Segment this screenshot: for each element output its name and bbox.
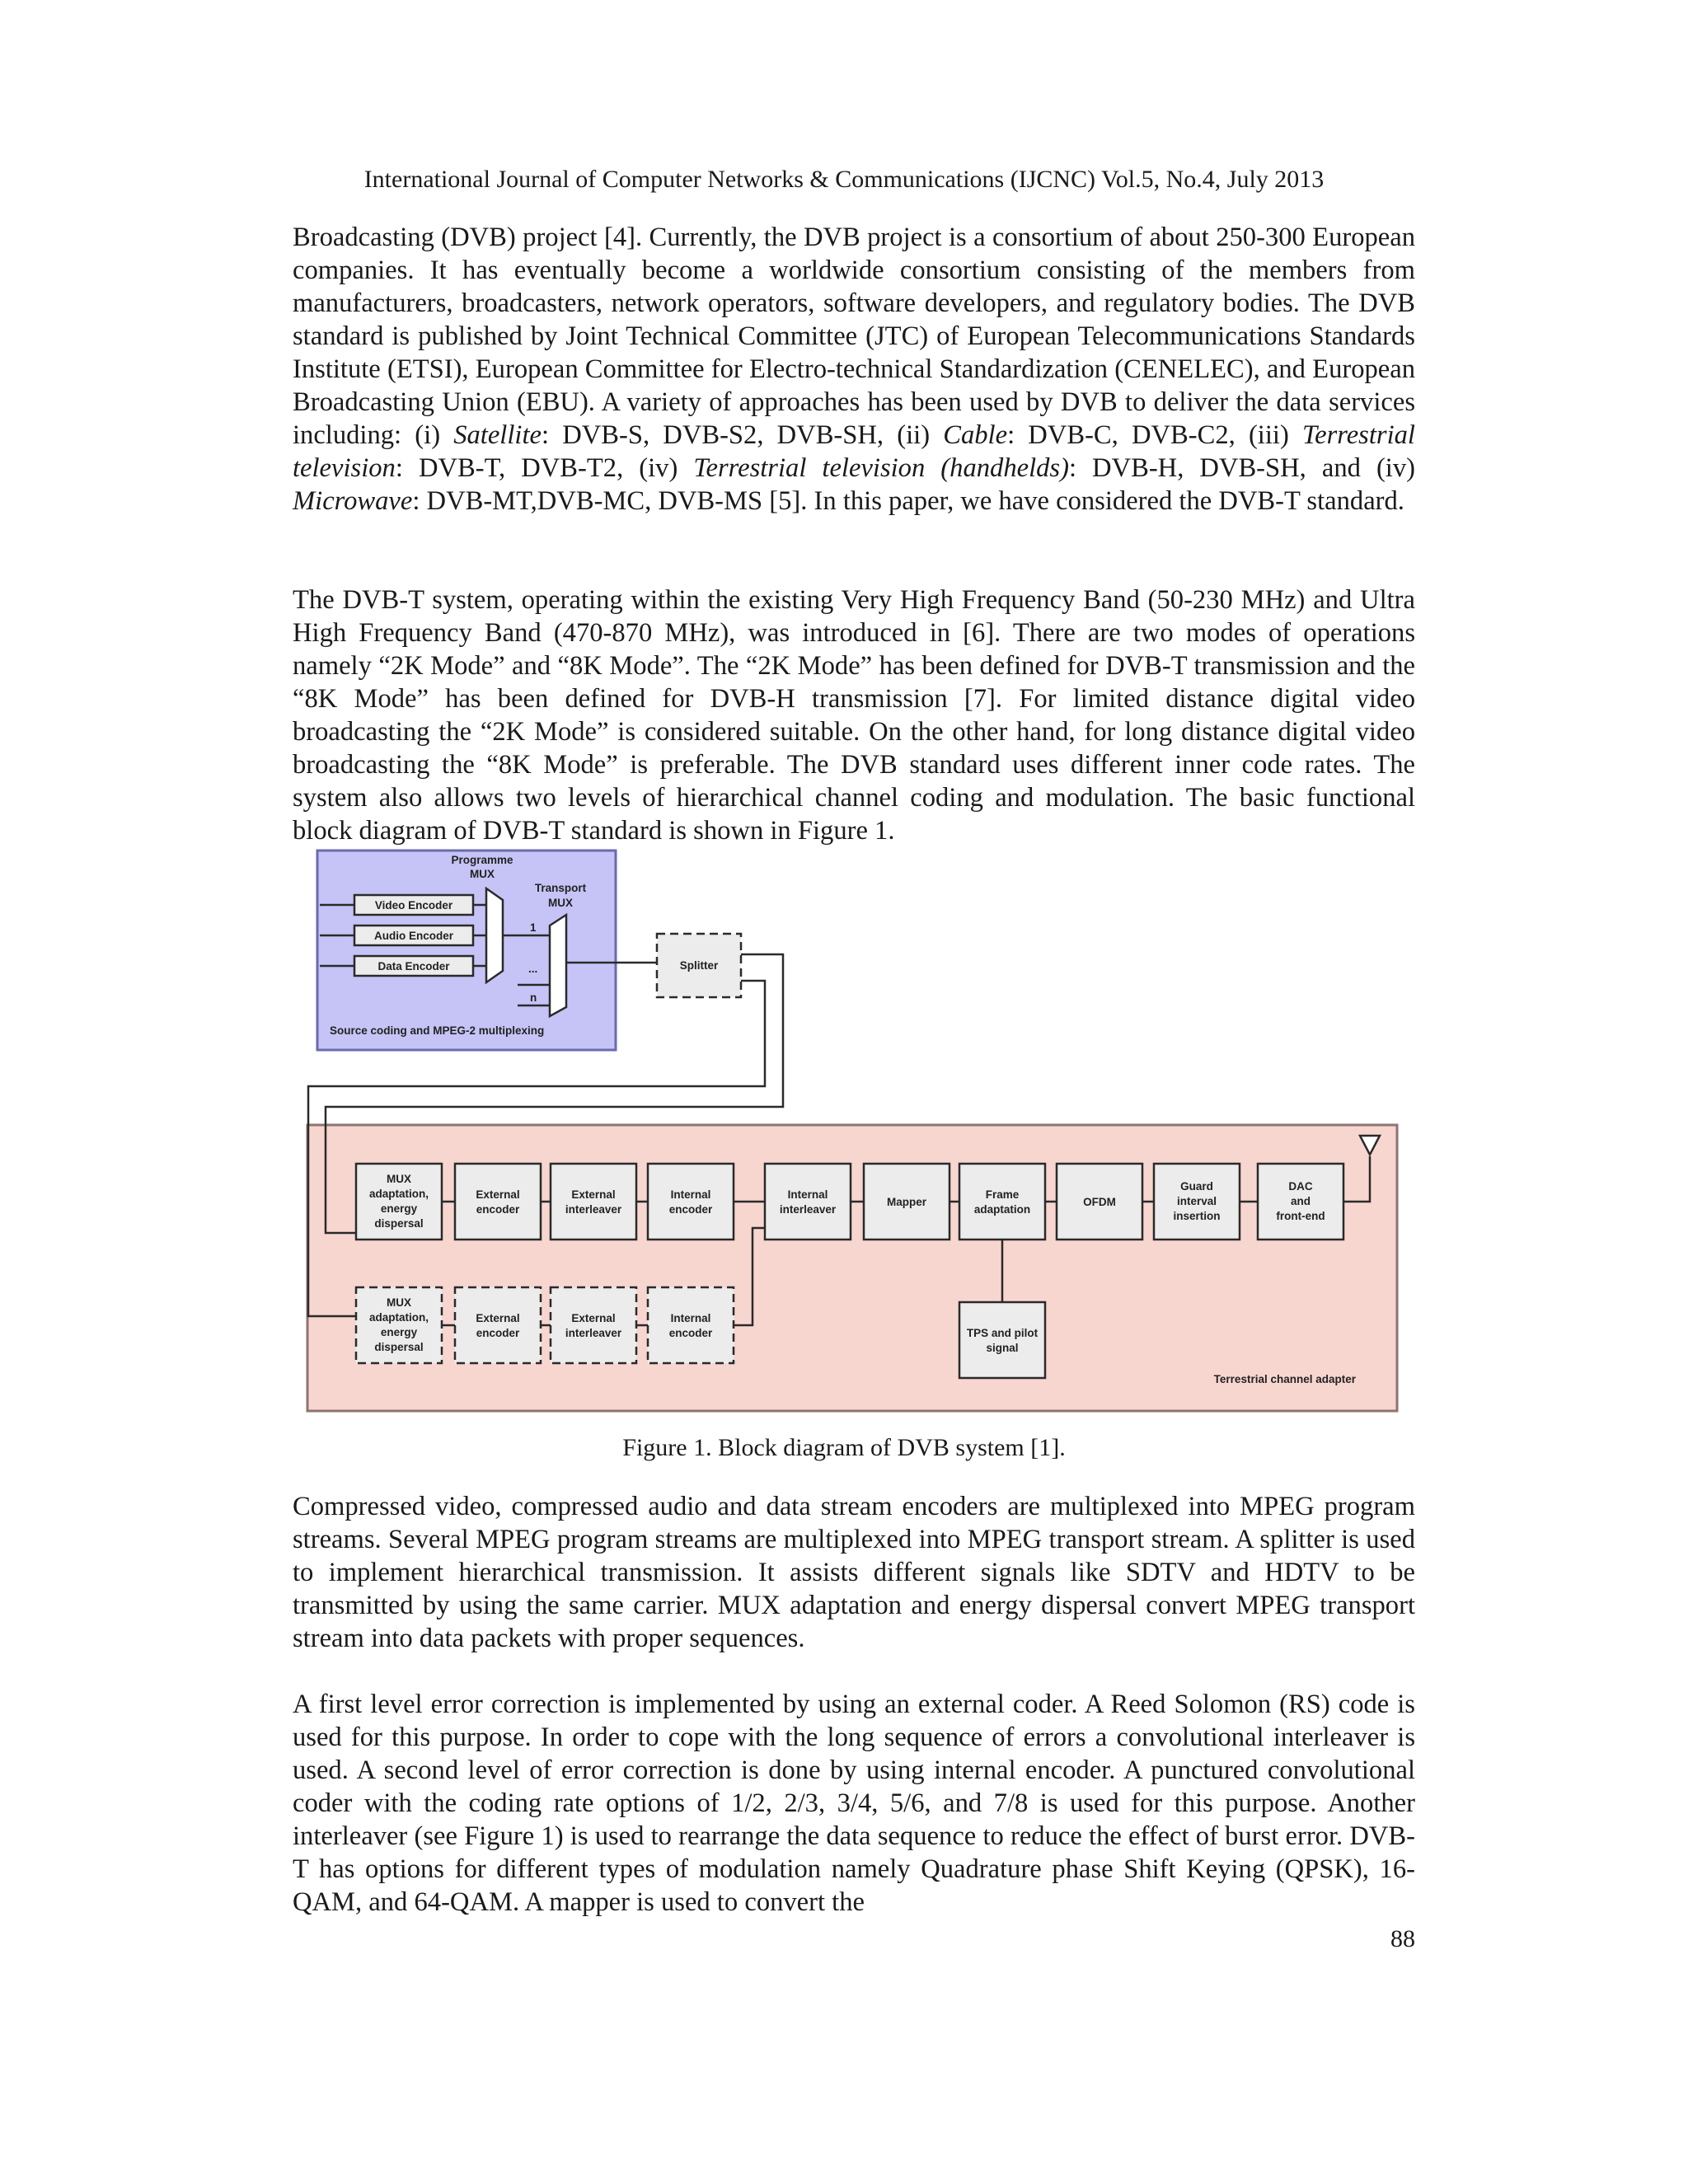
external-interleaver-block	[551, 1164, 636, 1240]
external-interleaver-label: External	[571, 1188, 616, 1201]
external-interleaver-label-2: External	[571, 1312, 616, 1324]
mux-adaptation-label-2: energy	[380, 1326, 418, 1338]
text-run: : DVB-MT,DVB-MC, DVB-MS [5]. In this paper, we have considered the DVB-T standard.	[412, 486, 1404, 516]
mux-input-1-label: 1	[530, 921, 537, 934]
paragraph-compressed-video	[293, 1490, 1415, 1655]
tps-pilot-block	[959, 1302, 1045, 1378]
programme-mux-shape	[486, 888, 503, 982]
programme-mux-label: MUX	[470, 868, 495, 880]
external-encoder-label: encoder	[476, 1203, 520, 1216]
transport-mux-shape	[550, 915, 566, 1016]
paragraph-text: The DVB-T system, operating within the existing Very High Frequency Band (50-230 MHz) and Ultra High Frequency Band (470-870 MHz), was introduced in [6]. There are two modes of operations namely “2K Mode” and “8K Mode”. The “2K Mode” has been defined for DVB-T transmission and the “8K Mode” has been defined for DVB-H transmission [7]. For limited distance digital video broadcasting the “2K Mode” is considered suitable. On the other hand, for long distance digital video broadcasting the “8K Mode” is preferable. The DVB standard uses different inner code rates. The system also allows two levels of hierarchical channel coding and modulation. The basic functional block diagram of DVB-T standard is shown in Figure 1.	[293, 585, 1415, 846]
external-encoder-block-2	[455, 1287, 541, 1363]
dac-label: DAC	[1288, 1180, 1313, 1193]
mux-adaptation-label: dispersal	[374, 1217, 424, 1230]
italic-terrestrial-handhelds: Terrestrial television (handhelds)	[693, 453, 1069, 483]
paragraph-error-correction	[293, 1688, 1415, 1919]
internal-encoder-label-2: encoder	[668, 1327, 713, 1339]
text-run: : DVB-H, DVB-SH, and (iv)	[1068, 453, 1415, 483]
mux-adaptation-label-2: adaptation,	[368, 1311, 429, 1324]
external-encoder-label-2: encoder	[476, 1327, 520, 1339]
mux-adaptation-label: energy	[380, 1202, 418, 1215]
text-run: Broadcasting (DVB) project [4]. Currently, the DVB project is a consortium of about 250-300 European companies. It has eventually become a worldwide consortium consisting of the members from manufacturers, broadcasters, network operators, software developers, and regulatory bodies. The DVB standard is published by Joint Technical Committee (JTC) of European Telecommunications Standards Institute (ETSI), European Committee for Electro-technical Standardization (CENELEC), and European Broadcasting Union (EBU). A variety of approaches has been used by DVB to deliver the data services including: (i)	[293, 223, 1415, 450]
internal-encoder-label-2: Internal	[670, 1312, 711, 1324]
dvb-block-diagram	[297, 841, 1401, 1422]
mux-adaptation-label-2: MUX	[387, 1296, 411, 1309]
internal-encoder-label: Internal	[670, 1188, 711, 1201]
mux-input-n-label: n	[530, 991, 537, 1004]
internal-interleaver-label: Internal	[787, 1188, 828, 1201]
video-encoder-label: Video Encoder	[374, 899, 453, 912]
italic-satellite: Satellite	[453, 420, 542, 450]
tps-pilot-label: signal	[986, 1342, 1019, 1354]
frame-adaptation-label: Frame	[985, 1188, 1020, 1201]
paragraph-dvb-t-system	[293, 583, 1415, 847]
source-coding-label: Source coding and MPEG-2 multiplexing	[330, 1024, 545, 1037]
splitter-label: Splitter	[679, 959, 719, 972]
external-interleaver-block-2	[551, 1287, 636, 1363]
frame-adaptation-label: adaptation	[973, 1203, 1031, 1216]
mux-adaptation-label: MUX	[387, 1173, 411, 1185]
external-encoder-label: External	[476, 1188, 520, 1201]
text-run: : DVB-S, DVB-S2, DVB-SH, (ii)	[541, 420, 944, 450]
mux-input-dots-label: ...	[528, 963, 538, 975]
internal-encoder-block-2	[648, 1287, 734, 1363]
external-interleaver-label: interleaver	[565, 1203, 622, 1216]
guard-interval-label: interval	[1176, 1195, 1217, 1207]
page-number: 88	[1390, 1925, 1415, 1952]
internal-interleaver-block	[765, 1164, 851, 1240]
external-interleaver-label-2: interleaver	[565, 1327, 622, 1339]
audio-encoder-label: Audio Encoder	[373, 930, 454, 942]
terrestrial-adapter-label: Terrestrial channel adapter	[1213, 1373, 1356, 1385]
tps-pilot-label: TPS and pilot	[966, 1327, 1039, 1339]
transport-mux-label: Transport	[534, 882, 587, 894]
journal-header: International Journal of Computer Networks & Communications (IJCNC) Vol.5, No.4, July 2013	[363, 166, 1325, 193]
external-encoder-label-2: External	[476, 1312, 520, 1324]
internal-encoder-label: encoder	[668, 1203, 713, 1216]
paragraph-text: Compressed video, compressed audio and data stream encoders are multiplexed into MPEG program streams. Several MPEG program streams are multiplexed into MPEG transport stream. A splitter is used to implement hierarchical transmission. It assists different signals like SDTV and HDTV to be transmitted by using the same carrier. MUX adaptation and energy dispersal convert MPEG transport stream into data packets with proper sequences.	[293, 1492, 1415, 1653]
frame-adaptation-block	[959, 1164, 1045, 1240]
mapper-label: Mapper	[886, 1196, 927, 1208]
guard-interval-label: Guard	[1180, 1180, 1213, 1193]
programme-mux-label: Programme	[451, 854, 513, 866]
italic-cable: Cable	[943, 420, 1008, 450]
internal-interleaver-label: interleaver	[779, 1203, 837, 1216]
text-run: : DVB-T, DVB-T2, (iv)	[395, 453, 694, 483]
italic-terrestrial: Terrestrial television	[293, 420, 1415, 483]
source-coding-panel	[317, 851, 616, 1050]
guard-interval-label: insertion	[1173, 1210, 1221, 1222]
mux-adaptation-label-2: dispersal	[374, 1341, 424, 1353]
dac-label: front-end	[1276, 1210, 1325, 1222]
text-run: : DVB-C, DVB-C2, (iii)	[1007, 420, 1302, 450]
italic-microwave: Microwave	[293, 486, 413, 516]
dac-label: and	[1290, 1195, 1311, 1207]
paragraph-dvb-project	[293, 221, 1415, 518]
external-encoder-block	[455, 1164, 541, 1240]
paragraph-text: A first level error correction is implemented by using an external coder. A Reed Solomon (RS) code is used for this purpose. In order to cope with the long sequence of errors a convolutional interleaver is used. A second level of error correction is done by using internal encoder. A punctured convolutional coder with the coding rate options of 1/2, 2/3, 3/4, 5/6, and 7/8 is used for this purpose. Another interleaver (see Figure 1) is used to rearrange the data sequence to reduce the effect of burst error. DVB-T has options for different types of modulation namely Quadrature phase Shift Keying (QPSK), 16-QAM, and 64-QAM. A mapper is used to convert the	[293, 1690, 1415, 1917]
data-encoder-label: Data Encoder	[377, 960, 450, 972]
ofdm-label: OFDM	[1083, 1196, 1116, 1208]
transport-mux-label: MUX	[548, 897, 573, 909]
mux-adaptation-label: adaptation,	[368, 1188, 429, 1200]
figure-caption: Figure 1. Block diagram of DVB system [1].	[622, 1434, 1066, 1461]
internal-encoder-block	[648, 1164, 734, 1240]
